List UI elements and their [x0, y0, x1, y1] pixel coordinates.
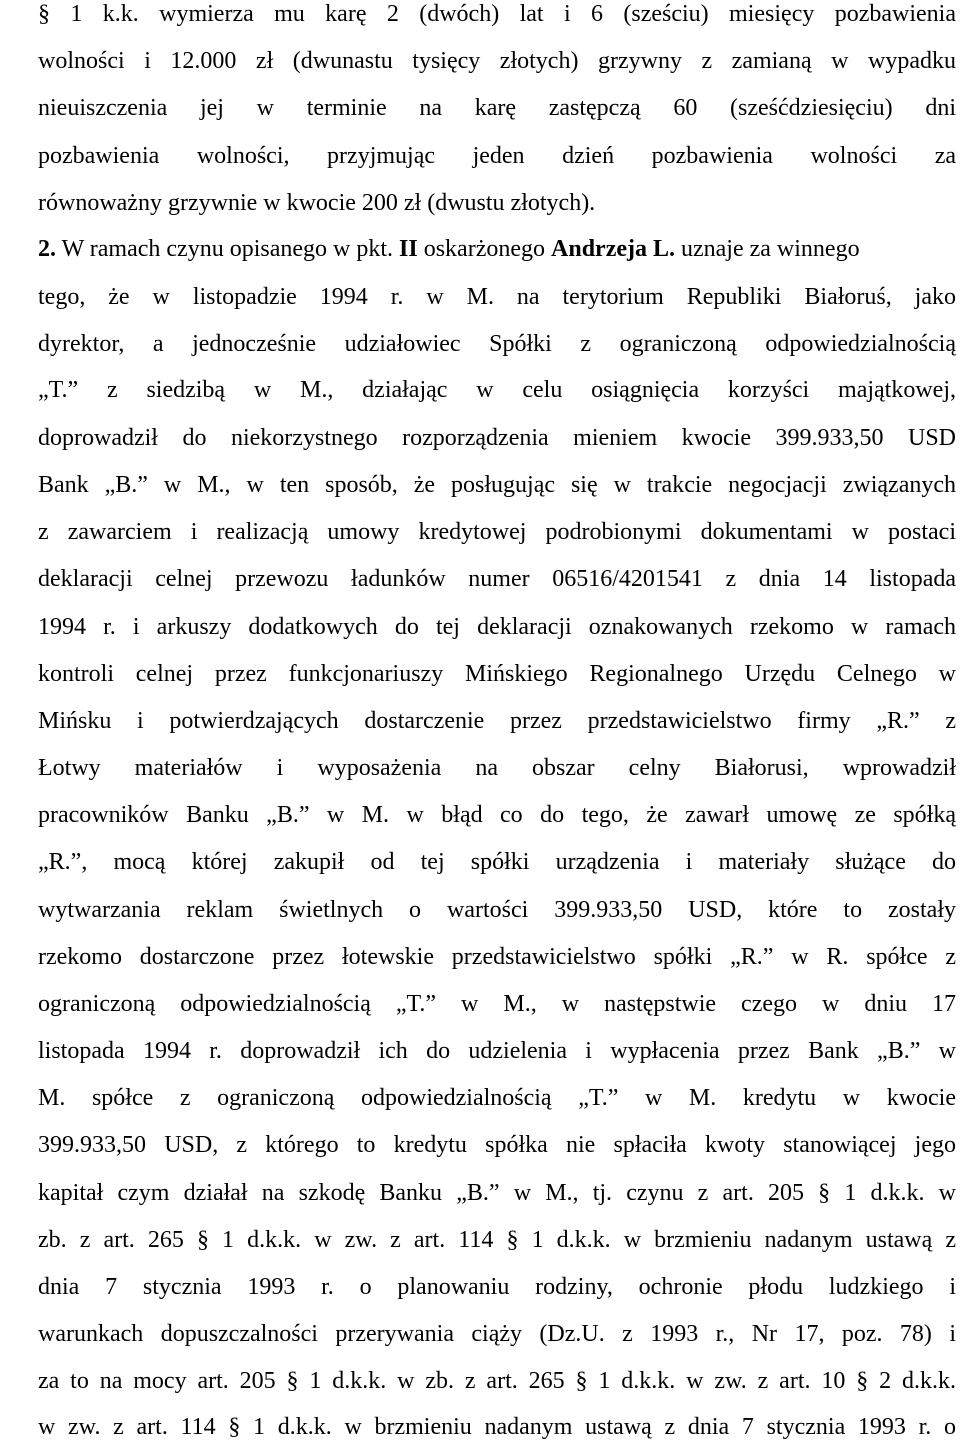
text-line: kapitał czym działał na szkodę Banku „B.” w M., tj. czynu z art. 205 § 1 d.k.k. w: [38, 1180, 956, 1206]
defendant-name: Andrzeja L.: [551, 236, 675, 262]
text-line: „R.”, mocą której zakupił od tej spółki urządzenia i materiały służące do: [38, 849, 956, 875]
text-line: „T.” z siedzibą w M., działając w celu osiągnięcia korzyści majątkowej,: [38, 377, 956, 403]
text-line: zb. z art. 265 § 1 d.k.k. w zw. z art. 114 § 1 d.k.k. w brzmieniu nadanym ustawą z: [38, 1227, 956, 1253]
text-line: § 1 k.k. wymierza mu karę 2 (dwóch) lat i 6 (sześciu) miesięcy pozbawienia: [38, 1, 956, 27]
point-reference: II: [399, 236, 418, 262]
text-line: rzekomo dostarczone przez łotewskie przedstawicielstwo spółki „R.” w R. spółce z: [38, 944, 956, 970]
text-line: nieuiszczenia jej w terminie na karę zastępczą 60 (sześćdziesięciu) dni: [38, 95, 956, 121]
text-line: z zawarciem i realizacją umowy kredytowej podrobionymi dokumentami w postaci: [38, 519, 956, 545]
text-line: 399.933,50 USD, z którego to kredytu spółka nie spłaciła kwoty stanowiącej jego: [38, 1132, 956, 1158]
text-line: pracowników Banku „B.” w M. w błąd co do tego, że zawarł umowę ze spółką: [38, 802, 956, 828]
point-text: uznaje za winnego: [675, 236, 860, 262]
text-line: Łotwy materiałów i wyposażenia na obszar celny Białorusi, wprowadził: [38, 755, 956, 781]
text-line: 1994 r. i arkuszy dodatkowych do tej deklaracji oznakowanych rzekomo w ramach: [38, 614, 956, 640]
text-line: Mińsku i potwierdzających dostarczenie przez przedstawicielstwo firmy „R.” z: [38, 708, 956, 734]
text-line: Bank „B.” w M., w ten sposób, że posługując się w trakcie negocjacji związanych: [38, 472, 956, 498]
text-line: deklaracji celnej przewozu ładunków numer 06516/4201541 z dnia 14 listopada: [38, 566, 956, 592]
text-line: pozbawienia wolności, przyjmując jeden dzień pozbawienia wolności za: [38, 143, 956, 169]
text-line: wytwarzania reklam świetlnych o wartości 399.933,50 USD, które to zostały: [38, 897, 956, 923]
text-line: listopada 1994 r. doprowadził ich do udzielenia i wypłacenia przez Bank „B.” w: [38, 1038, 956, 1064]
text-line: tego, że w listopadzie 1994 r. w M. na terytorium Republiki Białoruś, jako: [38, 284, 956, 310]
text-line: równoważny grzywnie w kwocie 200 zł (dwustu złotych).: [38, 190, 596, 216]
text-line: ograniczoną odpowiedzialnością „T.” w M., w następstwie czego w dniu 17: [38, 991, 956, 1017]
text-line: w zw. z art. 114 § 1 d.k.k. w brzmieniu nadanym ustawą z dnia 7 stycznia 1993 r. o: [38, 1414, 956, 1440]
text-line: kontroli celnej przez funkcjonariuszy Mińskiego Regionalnego Urzędu Celnego w: [38, 661, 956, 687]
point-number: 2.: [38, 236, 56, 262]
text-line: M. spółce z ograniczoną odpowiedzialnością „T.” w M. kredytu w kwocie: [38, 1085, 956, 1111]
text-line: warunkach dopuszczalności przerywania ciąży (Dz.U. z 1993 r., Nr 17, poz. 78) i: [38, 1321, 956, 1347]
point-text: W ramach czynu opisanego w pkt.: [56, 236, 400, 262]
text-line: wolności i 12.000 zł (dwunastu tysięcy złotych) grzywny z zamianą w wypadku: [38, 48, 956, 74]
text-line: dnia 7 stycznia 1993 r. o planowaniu rodziny, ochronie płodu ludzkiego i: [38, 1274, 956, 1300]
point-2-line: [38, 231, 956, 267]
point-text: oskarżonego: [417, 236, 552, 262]
text-line: za to na mocy art. 205 § 1 d.k.k. w zb. z art. 265 § 1 d.k.k. w zw. z art. 10 § 2 d.k.k.: [38, 1368, 956, 1394]
text-line: dyrektor, a jednocześnie udziałowiec Spółki z ograniczoną odpowiedzialnością: [38, 331, 956, 357]
document-page: [38, 0, 956, 1446]
text-line: doprowadził do niekorzystnego rozporządzenia mieniem kwocie 399.933,50 USD: [38, 425, 956, 451]
